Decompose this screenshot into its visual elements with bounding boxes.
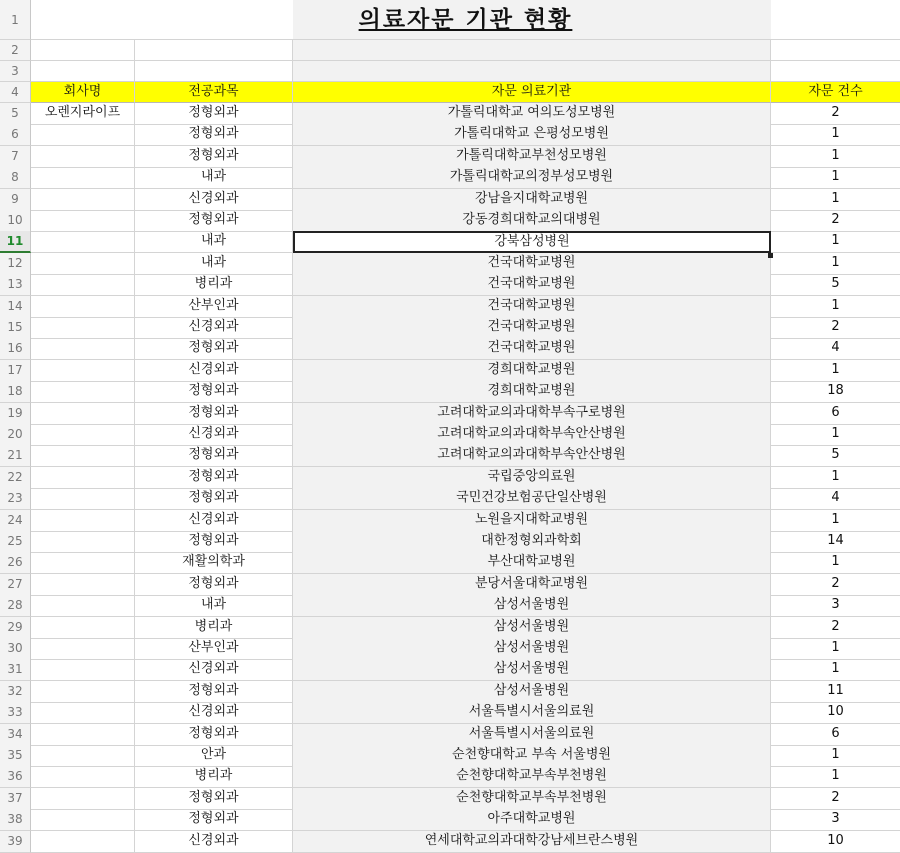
cell-company[interactable] <box>31 488 135 510</box>
table-row <box>0 274 900 296</box>
cell-institution[interactable]: 건국대학교병원 <box>293 274 771 296</box>
table-row <box>0 617 900 639</box>
cell-count[interactable]: 14 <box>771 531 900 553</box>
cell-count[interactable]: 1 <box>771 296 900 318</box>
cell-company[interactable] <box>31 296 135 318</box>
cell-institution[interactable]: 강동경희대학교의대병원 <box>293 210 771 232</box>
cell-count[interactable]: 5 <box>771 274 900 296</box>
cell-specialty[interactable]: 산부인과 <box>135 296 293 318</box>
row-header[interactable]: 21 <box>0 445 31 467</box>
row-header[interactable]: 7 <box>0 146 31 168</box>
table-row <box>0 788 900 810</box>
cell-institution[interactable]: 순천향대학교 부속 서울병원 <box>293 745 771 767</box>
header-row <box>0 82 900 103</box>
cell-count[interactable]: 10 <box>771 831 900 853</box>
cell-company[interactable] <box>31 274 135 296</box>
table-row <box>0 531 900 553</box>
cell-company[interactable] <box>31 424 135 446</box>
table-row <box>0 745 900 767</box>
row-header[interactable]: 17 <box>0 360 31 382</box>
cell-specialty[interactable]: 병리과 <box>135 274 293 296</box>
cell-specialty[interactable]: 정형외과 <box>135 338 293 360</box>
cell-specialty[interactable]: 내과 <box>135 253 293 275</box>
row-header[interactable]: 12 <box>0 253 31 275</box>
cell[interactable] <box>135 40 293 61</box>
cell-company[interactable] <box>31 231 135 253</box>
row-header[interactable]: 9 <box>0 189 31 211</box>
sheet-row <box>0 0 900 40</box>
cell-specialty[interactable]: 내과 <box>135 231 293 253</box>
cell-institution[interactable]: 경희대학교병원 <box>293 381 771 403</box>
table-row <box>0 424 900 446</box>
cell-company[interactable]: 오렌지라이프 <box>31 103 135 125</box>
cell-specialty[interactable]: 정형외과 <box>135 788 293 810</box>
cell-institution[interactable]: 서울특별시서울의료원 <box>293 724 771 746</box>
header-count[interactable]: 자문 건수 <box>771 82 900 103</box>
row-header[interactable]: 34 <box>0 724 31 746</box>
cell-institution[interactable]: 가톨릭대학교 여의도성모병원 <box>293 103 771 125</box>
header-institution[interactable]: 자문 의료기관 <box>293 82 771 103</box>
cell-count[interactable]: 1 <box>771 467 900 489</box>
cell-company[interactable] <box>31 552 135 574</box>
cell-specialty[interactable]: 신경외과 <box>135 510 293 532</box>
row-header[interactable]: 38 <box>0 809 31 831</box>
cell-company[interactable] <box>31 595 135 617</box>
row-header[interactable]: 11 <box>0 231 31 253</box>
cell-institution[interactable]: 연세대학교의과대학강남세브란스병원 <box>293 831 771 853</box>
row-header[interactable]: 35 <box>0 745 31 767</box>
cell-specialty[interactable]: 재활의학과 <box>135 552 293 574</box>
cell-count[interactable]: 1 <box>771 552 900 574</box>
cell[interactable] <box>293 61 771 82</box>
cell-company[interactable] <box>31 788 135 810</box>
table-row <box>0 595 900 617</box>
cell-specialty[interactable]: 병리과 <box>135 617 293 639</box>
cell-count[interactable]: 1 <box>771 231 900 253</box>
cell-count[interactable]: 4 <box>771 488 900 510</box>
cell-institution[interactable]: 건국대학교병원 <box>293 317 771 339</box>
row-header[interactable]: 16 <box>0 338 31 360</box>
cell-count[interactable]: 6 <box>771 724 900 746</box>
cell-company[interactable] <box>31 617 135 639</box>
cell-count[interactable]: 10 <box>771 702 900 724</box>
row-header[interactable]: 10 <box>0 210 31 232</box>
cell-institution[interactable]: 분당서울대학교병원 <box>293 574 771 596</box>
cell-count[interactable]: 1 <box>771 189 900 211</box>
cell-count[interactable]: 11 <box>771 681 900 703</box>
cell-company[interactable] <box>31 531 135 553</box>
cell-company[interactable] <box>31 638 135 660</box>
cell-specialty[interactable]: 정형외과 <box>135 531 293 553</box>
cell[interactable] <box>31 61 135 82</box>
row-header[interactable]: 29 <box>0 617 31 639</box>
cell-count[interactable]: 1 <box>771 766 900 788</box>
row-header[interactable]: 23 <box>0 488 31 510</box>
cell-count[interactable]: 6 <box>771 403 900 425</box>
table-row <box>0 809 900 831</box>
row-header[interactable]: 15 <box>0 317 31 339</box>
row-header[interactable]: 4 <box>0 82 31 103</box>
row-header[interactable]: 36 <box>0 766 31 788</box>
row-header[interactable]: 13 <box>0 274 31 296</box>
cell[interactable] <box>771 40 900 61</box>
cell-count[interactable]: 1 <box>771 167 900 189</box>
row-header[interactable]: 39 <box>0 831 31 853</box>
cell-institution[interactable]: 서울특별시서울의료원 <box>293 702 771 724</box>
row-header[interactable]: 24 <box>0 510 31 532</box>
cell-company[interactable] <box>31 681 135 703</box>
cell-company[interactable] <box>31 574 135 596</box>
table-row <box>0 167 900 189</box>
cell-count[interactable]: 1 <box>771 253 900 275</box>
cell-institution[interactable]: 고려대학교의과대학부속안산병원 <box>293 445 771 467</box>
row-header[interactable]: 25 <box>0 531 31 553</box>
table-row <box>0 445 900 467</box>
cell-company[interactable] <box>31 253 135 275</box>
cell-count[interactable]: 2 <box>771 574 900 596</box>
cell-institution[interactable]: 삼성서울병원 <box>293 638 771 660</box>
cell-count[interactable]: 2 <box>771 210 900 232</box>
cell-specialty[interactable]: 정형외과 <box>135 445 293 467</box>
cell-company[interactable] <box>31 338 135 360</box>
row-header[interactable]: 33 <box>0 702 31 724</box>
cell-institution[interactable]: 대한정형외과학회 <box>293 531 771 553</box>
cell-institution[interactable]: 가톨릭대학교의정부성모병원 <box>293 167 771 189</box>
cell-company[interactable] <box>31 210 135 232</box>
cell-specialty[interactable]: 정형외과 <box>135 488 293 510</box>
cell-institution[interactable]: 건국대학교병원 <box>293 253 771 275</box>
cell-count[interactable]: 2 <box>771 788 900 810</box>
table-row <box>0 766 900 788</box>
cell-count[interactable]: 3 <box>771 595 900 617</box>
row-header[interactable]: 14 <box>0 296 31 318</box>
cell-institution[interactable]: 가톨릭대학교부천성모병원 <box>293 146 771 168</box>
row-header[interactable]: 27 <box>0 574 31 596</box>
cell-company[interactable] <box>31 445 135 467</box>
cell-company[interactable] <box>31 702 135 724</box>
cell-company[interactable] <box>31 317 135 339</box>
table-row <box>0 317 900 339</box>
table-row <box>0 381 900 403</box>
cell-specialty[interactable]: 병리과 <box>135 766 293 788</box>
row-header[interactable]: 18 <box>0 381 31 403</box>
table-row <box>0 702 900 724</box>
cell-specialty[interactable]: 정형외과 <box>135 809 293 831</box>
cell-specialty[interactable]: 신경외과 <box>135 317 293 339</box>
cell-specialty[interactable]: 내과 <box>135 167 293 189</box>
table-row <box>0 488 900 510</box>
cell-institution[interactable]: 고려대학교의과대학부속구로병원 <box>293 403 771 425</box>
cell-count[interactable]: 1 <box>771 360 900 382</box>
cell-company[interactable] <box>31 124 135 146</box>
cell-count[interactable]: 1 <box>771 638 900 660</box>
cell-company[interactable] <box>31 809 135 831</box>
cell-institution[interactable]: 삼성서울병원 <box>293 681 771 703</box>
table-row <box>0 103 900 125</box>
cell-count[interactable]: 2 <box>771 317 900 339</box>
cell-institution[interactable]: 노원을지대학교병원 <box>293 510 771 532</box>
table-row <box>0 467 900 489</box>
table-row <box>0 231 900 253</box>
cell-institution[interactable]: 고려대학교의과대학부속안산병원 <box>293 424 771 446</box>
cell-institution[interactable]: 경희대학교병원 <box>293 360 771 382</box>
table-row <box>0 659 900 681</box>
cell-specialty[interactable]: 산부인과 <box>135 638 293 660</box>
cell-specialty[interactable]: 정형외과 <box>135 124 293 146</box>
table-row <box>0 638 900 660</box>
cell-institution[interactable]: 국민건강보험공단일산병원 <box>293 488 771 510</box>
cell-count[interactable]: 18 <box>771 381 900 403</box>
cell-institution[interactable]: 국립중앙의료원 <box>293 467 771 489</box>
cell-company[interactable] <box>31 766 135 788</box>
cell-specialty[interactable]: 신경외과 <box>135 189 293 211</box>
cell-specialty[interactable]: 신경외과 <box>135 702 293 724</box>
table-row <box>0 189 900 211</box>
table-row <box>0 146 900 168</box>
table-row <box>0 124 900 146</box>
cell-company[interactable] <box>31 167 135 189</box>
cell-count[interactable]: 5 <box>771 445 900 467</box>
cell-institution[interactable]: 건국대학교병원 <box>293 296 771 318</box>
table-row <box>0 552 900 574</box>
row-header[interactable]: 31 <box>0 659 31 681</box>
cell-company[interactable] <box>31 659 135 681</box>
cell-count[interactable]: 2 <box>771 617 900 639</box>
row-header[interactable]: 2 <box>0 40 31 61</box>
cell-company[interactable] <box>31 189 135 211</box>
cell-count[interactable]: 4 <box>771 338 900 360</box>
cell-institution[interactable]: 건국대학교병원 <box>293 338 771 360</box>
cell[interactable] <box>135 61 293 82</box>
table-row <box>0 510 900 532</box>
sheet-row <box>0 61 900 82</box>
cell-institution[interactable]: 강남을지대학교병원 <box>293 189 771 211</box>
row-header[interactable]: 3 <box>0 61 31 82</box>
cell-institution[interactable]: 강북삼성병원 <box>293 231 771 253</box>
cell-specialty[interactable]: 신경외과 <box>135 659 293 681</box>
table-row <box>0 253 900 275</box>
cell-company[interactable] <box>31 360 135 382</box>
cell-count[interactable]: 1 <box>771 745 900 767</box>
cell-company[interactable] <box>31 831 135 853</box>
header-company[interactable]: 회사명 <box>31 82 135 103</box>
table-row <box>0 681 900 703</box>
table-row <box>0 403 900 425</box>
cell-specialty[interactable]: 정형외과 <box>135 681 293 703</box>
cell-count[interactable]: 1 <box>771 146 900 168</box>
cell-institution[interactable]: 삼성서울병원 <box>293 617 771 639</box>
cell-specialty[interactable]: 신경외과 <box>135 360 293 382</box>
cell-company[interactable] <box>31 381 135 403</box>
cell-specialty[interactable]: 정형외과 <box>135 467 293 489</box>
cell-institution[interactable]: 아주대학교병원 <box>293 809 771 831</box>
table-row <box>0 360 900 382</box>
row-header[interactable]: 6 <box>0 124 31 146</box>
cell-count[interactable]: 1 <box>771 424 900 446</box>
sheet-row <box>0 40 900 61</box>
cell-count[interactable]: 2 <box>771 103 900 125</box>
cell-company[interactable] <box>31 745 135 767</box>
cell[interactable] <box>293 40 771 61</box>
cell-specialty[interactable]: 정형외과 <box>135 574 293 596</box>
cell-institution[interactable]: 순천향대학교부속부천병원 <box>293 788 771 810</box>
cell-count[interactable]: 1 <box>771 510 900 532</box>
row-header[interactable]: 37 <box>0 788 31 810</box>
table-row <box>0 210 900 232</box>
cell[interactable] <box>771 61 900 82</box>
cell-specialty[interactable]: 안과 <box>135 745 293 767</box>
cell-count[interactable]: 3 <box>771 809 900 831</box>
cell-specialty[interactable]: 정형외과 <box>135 403 293 425</box>
row-header[interactable]: 30 <box>0 638 31 660</box>
cell-specialty[interactable]: 내과 <box>135 595 293 617</box>
cell-company[interactable] <box>31 724 135 746</box>
cell-institution[interactable]: 부산대학교병원 <box>293 552 771 574</box>
sheet-title[interactable]: 의료자문 기관 현황 <box>31 0 900 40</box>
cell-institution[interactable]: 순천향대학교부속부천병원 <box>293 766 771 788</box>
row-header[interactable]: 32 <box>0 681 31 703</box>
row-header[interactable]: 1 <box>0 0 31 40</box>
cell-specialty[interactable]: 신경외과 <box>135 424 293 446</box>
cell-institution[interactable]: 삼성서울병원 <box>293 595 771 617</box>
cell-company[interactable] <box>31 510 135 532</box>
cell-specialty[interactable]: 정형외과 <box>135 381 293 403</box>
cell-specialty[interactable]: 정형외과 <box>135 724 293 746</box>
row-header[interactable]: 8 <box>0 167 31 189</box>
cell-company[interactable] <box>31 403 135 425</box>
table-row <box>0 338 900 360</box>
table-row <box>0 296 900 318</box>
table-row <box>0 724 900 746</box>
cell-count[interactable]: 1 <box>771 659 900 681</box>
cell-institution[interactable]: 삼성서울병원 <box>293 659 771 681</box>
cell-specialty[interactable]: 정형외과 <box>135 146 293 168</box>
cell-company[interactable] <box>31 467 135 489</box>
table-row <box>0 574 900 596</box>
row-header[interactable]: 26 <box>0 552 31 574</box>
header-specialty[interactable]: 전공과목 <box>135 82 293 103</box>
cell-specialty[interactable]: 정형외과 <box>135 210 293 232</box>
cell-company[interactable] <box>31 146 135 168</box>
row-header[interactable]: 5 <box>0 103 31 125</box>
row-header[interactable]: 28 <box>0 595 31 617</box>
table-row <box>0 831 900 853</box>
cell[interactable] <box>31 40 135 61</box>
row-header[interactable]: 19 <box>0 403 31 425</box>
cell-institution[interactable]: 가톨릭대학교 은평성모병원 <box>293 124 771 146</box>
row-header[interactable]: 22 <box>0 467 31 489</box>
fill-handle[interactable] <box>768 253 773 258</box>
cell-specialty[interactable]: 신경외과 <box>135 831 293 853</box>
row-header[interactable]: 20 <box>0 424 31 446</box>
cell-count[interactable]: 1 <box>771 124 900 146</box>
cell-specialty[interactable]: 정형외과 <box>135 103 293 125</box>
